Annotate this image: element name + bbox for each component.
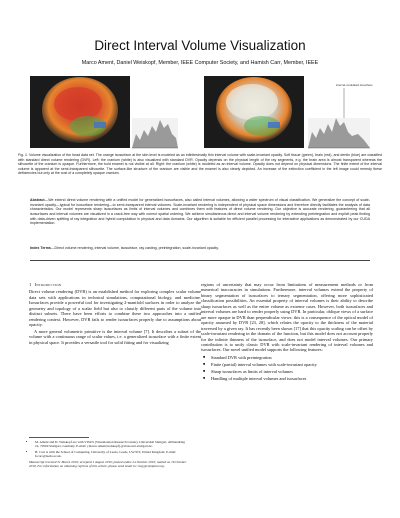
footnote-affiliation-1: • M. Ament and D. Weiskopf are with VISUS (Visualization Research Center), Universität Stuttgart, Allmandring 19, 70569 Stuttgart, Germany. E-mail: {marco.ament|weiskopf}@visus.uni-stuttgart.de. xyxy=(35,440,189,449)
section-title: Introduction xyxy=(34,282,62,287)
footnote-rule xyxy=(29,437,89,438)
intro-paragraph-3: regions of uncertainty that may occur from limitations of measurement methods or from numerical inaccuracies in simulations. Furthermore, interval volumes extend the property of binary segmentation of isosurfaces to ternary segmentation, offering more sophisticated classification possibilities. An essential property of interval volumes is their ability to describe sharp isosurfaces as well as the entire volume as extreme cases. However, both isosurfaces and interval volumes are hard to render properly using DVR. In particular, oblique views of a surface are more opaque in DVR than perpendicular views: this is a consequence of the optical model of opacity assumed by DVR [23, 28], which relates the opacity to the thickness of the material traversed by a given ray. It has recently been shown [17] that this opacity scaling can be offset by scale-invariant rendering in the domain of the function, but this model does not account properly for the infinite thinness of the isosurface, and does not model interval volumes. Our primary contribution is to unify classic DVR with scale-invariant rendering of interval volumes and isosurfaces. Our novel unified model supports the following features: xyxy=(201,282,373,353)
contribution-item: ■ Sharp isosurfaces as limits of interval volumes xyxy=(201,369,373,374)
section-number: 1 xyxy=(29,282,32,287)
header-divider xyxy=(30,260,370,261)
index-terms-text: —Direct volume rendering, interval volume, isosurface, ray casting, preintegration, scale-invariant opacity. xyxy=(50,246,219,250)
annotation-label: interval-modulated isosurface xyxy=(336,83,373,87)
left-dentin xyxy=(94,122,106,128)
footnotes xyxy=(29,437,189,469)
figure-caption: Fig. 1. Volume visualization of the head data set. The orange isosurface at the skin level is modeled as an infinitesimally thin interval volume with scale-invariant opacity. Soft tissue (green), brain (red), and dentin (blue) are classified with standard direct volume rendering (DVR). Left: the cranium (white) is also visualized with standard DVR. Opacity depends on the physical length of the ray segments, e.g. the brain area is almost transparent whereas the silhouette of the cranium is opaque. Furthermore, the bold enamel is not visible at all. Right: the cranium (white) is modeled as an interval volume. Opacity does not depend on physical dimensions. The finite extent of the interval volume is apparent at the semi-transparent silhouette. The surface-like structure of the cranium are visible and the enamel is also clearly depicted. An increase of the extinction coefficient in the left image could remedy these deficiencies but only at the cost of a completely opaque cranium. xyxy=(18,153,382,176)
abstract xyxy=(30,198,370,226)
manuscript-note: Manuscript received 31 March 2010; accepted 1 August 2010; posted online 24 October 2010; mailed on 16 October 2010. For information on obtaining reprints of this article, please send email to: tvcg@computer.org. xyxy=(29,460,187,469)
left-transfer-histogram xyxy=(132,118,178,148)
left-brain xyxy=(54,87,102,121)
index-terms xyxy=(30,246,370,251)
left-rendering-panel xyxy=(30,76,130,148)
left-column xyxy=(29,282,201,346)
paper-authors: Marco Ament, Daniel Weiskopf, Member, IEEE Computer Society, and Hamish Carr, Member, IEEE xyxy=(81,60,319,66)
intro-paragraph-2: A more general volumetric primitive is the interval volume [7]. It describes a subset of the volume with a continuous range of scalar values, i.e. a generalized isosurface with a finite extent in physical space. It provides a versatile tool for solid fitting and for visualizing xyxy=(29,328,201,345)
intro-paragraph-1: Direct volume rendering (DVR) is an established method for exploring complex scalar volume data sets with applications in technical simulations, computational biology, and medicine. Isosurfaces provide a powerful tool for investigating 2-manifold surfaces in order to analyze the geometry and topology of a scalar field but also to classify different parts of the volume into distinct subsets. There have been efforts to combine these two approaches into a unified rendering context. However, DVR fails to render isosurfaces properly due to assumptions about opacity. xyxy=(29,289,201,328)
abstract-text: —We extend direct volume rendering with a unified model for generalized isosurfaces, also called interval volumes, allowing a wider spectrum of visual classification. We generalize the concept of scale-invariant opacity—typical for isosurface rendering—to semi-transparent interval volumes. Scale-invariant rendering is independent of physical space dimensions and therefore directly facilitates the analysis of data characteristics. Our model represents sharp isosurfaces as limits of interval volumes and combines them with features of direct volume rendering. Our objective is accurate rendering, guaranteeing that all isosurfaces and interval volumes are visualized in a crack-free way with correct spatial ordering. We achieve simultaneous direct and interval volume rendering by extending preintegration and explicit peak finding with data-driven splitting of ray integration and hybrid computation in physical and data domains. Our algorithm is suitable for efficient parallel processing for interactive applications as demonstrated by our CUDA implementation. xyxy=(30,198,370,226)
contribution-item: ■ Handling of multiple interval volumes and isosurfaces xyxy=(201,376,373,381)
contribution-list xyxy=(201,355,373,381)
contribution-item: ■ Standard DVR with preintegration xyxy=(201,355,373,360)
right-dentin xyxy=(268,122,280,128)
section-heading xyxy=(29,282,201,287)
index-terms-label: Index Terms xyxy=(30,246,51,250)
right-rendering-panel xyxy=(204,76,304,148)
footnote-affiliation-2: • H. Carr is with the School of Computing, University of Leeds, Leeds, LS2 9JT, United Kingdom. E-mail: h.carr@leeds.ac.uk. xyxy=(35,450,189,459)
abstract-label: Abstract xyxy=(30,198,45,202)
right-cranium xyxy=(226,84,278,120)
paper-title: Direct Interval Volume Visualization xyxy=(94,38,306,53)
teaser-figure xyxy=(18,74,382,152)
right-column xyxy=(201,282,373,383)
contribution-item: ■ Finite (partial) interval volumes with scale-invariant opacity xyxy=(201,362,373,367)
